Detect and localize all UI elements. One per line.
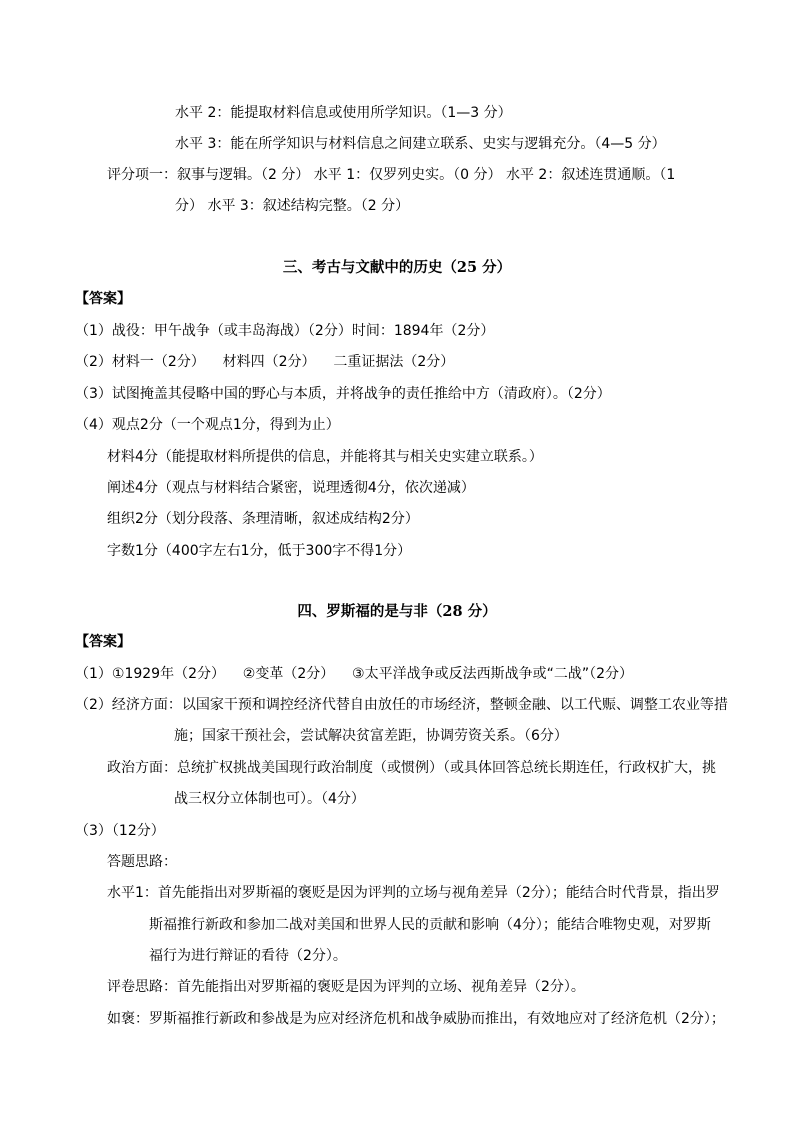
section4-answer-label: 【答案】 (75, 634, 131, 650)
section4-line-2: （2）经济方面：以国家干预和调控经济代替自由放任的市场经济，整顿金融、以工代赈、调整工农业等措 (75, 697, 728, 713)
section4-line-4: 政治方面：总统扩权挑战美国现行政治制度（或惯例）（或具体回答总统长期连任，行政权扩大，挑 (107, 760, 716, 776)
section3-line-3: （3）试图掩盖其侵略中国的野心与本质，并将战争的责任推给中方（清政府）。（2分） (75, 386, 611, 402)
section4-line-8: 水平1：首先能指出对罗斯福的褒贬是因为评判的立场与视角差异（2分）；能结合时代背景，指出罗 (107, 885, 720, 901)
section4-line-5: 战三权分立体制也可）。（4分） (174, 791, 365, 807)
section3-line-4: （4）观点2分（一个观点1分，得到为止） (75, 417, 340, 433)
section3-line-7: 组织2分（划分段落、条理清晰，叙述成结构2分） (107, 511, 419, 527)
section4-line-11: 评卷思路：首先能指出对罗斯福的褒贬是因为评判的立场、视角差异（2分）。 (107, 979, 585, 995)
intro-item-a: 评分项一：叙事与逻辑。（2 分） 水平 1：仅罗列史实。（0 分） 水平 2：叙述连贯通顺。（1 (107, 167, 676, 183)
section4-line-7: 答题思路： (107, 854, 177, 870)
section3-answer-label: 【答案】 (75, 291, 131, 307)
section3-line-6: 阐述4分（观点与材料结合紧密，说理透彻4分，依次递减） (107, 480, 475, 496)
section4-line-6: （3）（12分） (75, 823, 165, 839)
intro-level3: 水平 3：能在所学知识与材料信息之间建立联系、史实与逻辑充分。（4—5 分） (175, 136, 666, 152)
intro-item-b: 分） 水平 3：叙述结构完整。（2 分） (175, 198, 410, 214)
section4-title: 四、罗斯福的是与非（28 分） (297, 603, 497, 620)
intro-level2: 水平 2：能提取材料信息或使用所学知识。（1—3 分） (175, 105, 512, 121)
section4-line-3: 施；国家干预社会，尝试解决贫富差距，协调劳资关系。（6分） (174, 728, 568, 744)
section4-line-10: 福行为进行辩证的看待（2分）。 (149, 948, 347, 964)
section4-line-12: 如褒：罗斯福推行新政和参战是为应对经济危机和战争威胁而推出，有效地应对了经济危机（2分）； (107, 1011, 725, 1027)
section3-line-1: （1）战役：甲午战争（或丰岛海战）（2分）时间：1894年（2分） (75, 323, 495, 339)
section3-title: 三、考古与文献中的历史（25 分） (282, 259, 512, 276)
section4-line-1: （1）①1929年（2分） ②变革（2分） ③太平洋战争或反法西斯战争或“二战”（2分） (75, 666, 634, 682)
section3-line-5: 材料4分（能提取材料所提供的信息，并能将其与相关史实建立联系。） (107, 449, 543, 465)
section3-line-8: 字数1分（400字左右1分，低于300字不得1分） (107, 543, 412, 559)
section4-line-9: 斯福推行新政和参加二战对美国和世界人民的贡献和影响（4分）；能结合唯物史观，对罗斯 (149, 917, 711, 933)
section3-line-2: （2）材料一（2分） 材料四（2分） 二重证据法（2分） (75, 354, 455, 370)
